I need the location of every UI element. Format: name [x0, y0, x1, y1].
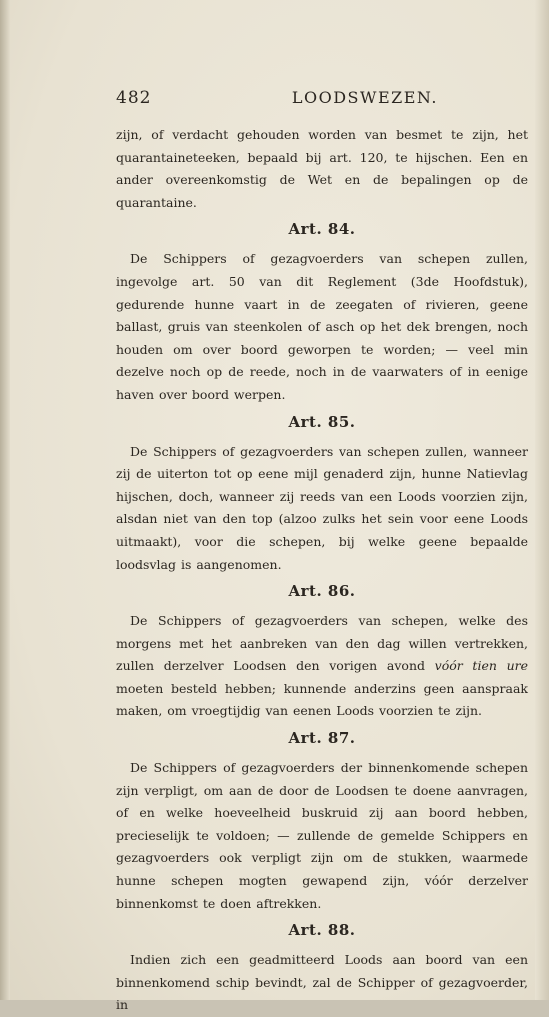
page-spine-shadow [0, 0, 10, 1000]
article-88-text: Indien zich een geadmitteerd Loods aan boord van een binnenkomend schip bevindt, zal de Schipper of gezagvoerder, in [116, 952, 528, 1013]
page-edge-shadow [535, 0, 549, 1000]
article-87-heading: Art. 87. [288, 729, 356, 748]
article-84-heading: Art. 84. [288, 220, 356, 239]
page-number: 482 [116, 88, 152, 108]
article-86-text-after: moeten besteld hebben; kunnende anderzins geen aanspraak maken, om vroegtijdig van eenen Loods voorzien te zijn. [116, 680, 528, 719]
continuation-paragraph: zijn, of verdacht gehouden worden van besmet te zijn, het quarantaineteeken, bepaald bij art. 120, te hijschen. Een en ander overeenkomstig de Wet en de bepalingen op de quarantaine. [116, 127, 528, 210]
page-content [116, 88, 528, 1017]
running-head: LOODSWEZEN. [291, 88, 438, 107]
page-header [116, 88, 528, 124]
article-86-text-before: De Schippers of gezagvoerders van schepen, welke des morgens met het aanbreken van den dag willen vertrekken, zullen derzelver Loodsen den vorigen avond [116, 613, 528, 674]
article-85-text: De Schippers of gezagvoerders van schepen zullen, wanneer zij de uiterton tot op eene mijl genaderd zijn, hunne Natievlag hijschen, doch, wanneer zij reeds van een Loods voorzien zijn, alsdan niet van den top (alzoo zulks het sein voor eene Loods uitmaakt), voor die schepen, bij welke geene bepaalde loodsvlag is aangenomen. [116, 443, 528, 572]
article-86-heading: Art. 86. [288, 582, 356, 601]
article-87-text: De Schippers of gezagvoerders der binnenkomende schepen zijn verpligt, om aan de door de Loodsen te doene aanvragen, of en welke hoeveelheid buskruid zij aan boord hebben, precieselijk te voldoen; — zullende de gemelde Schippers en gezagvoerders ook verpligt zijn om de stukken, waarmede hunne schepen mogten gewapend zijn, vóór derzelver binnenkomst te doen aftrekken. [116, 760, 528, 911]
article-84-text: De Schippers of gezagvoerders van schepen zullen, ingevolge art. 50 van dit Reglement (3de Hoofdstuk), gedurende hunne vaart in de zeegaten of rivieren, geene ballast, gruis van steenkolen of asch op het dek brengen, noch houden om over boord geworpen te worden; — veel min dezelve noch op de reede, noch in de vaarwaters of in eenige haven over boord werpen. [116, 251, 528, 402]
article-86-text [116, 610, 528, 723]
article-88-heading: Art. 88. [288, 921, 356, 940]
article-86-text-italic: vóór tien ure [434, 658, 528, 674]
article-85-heading: Art. 85. [288, 412, 356, 431]
